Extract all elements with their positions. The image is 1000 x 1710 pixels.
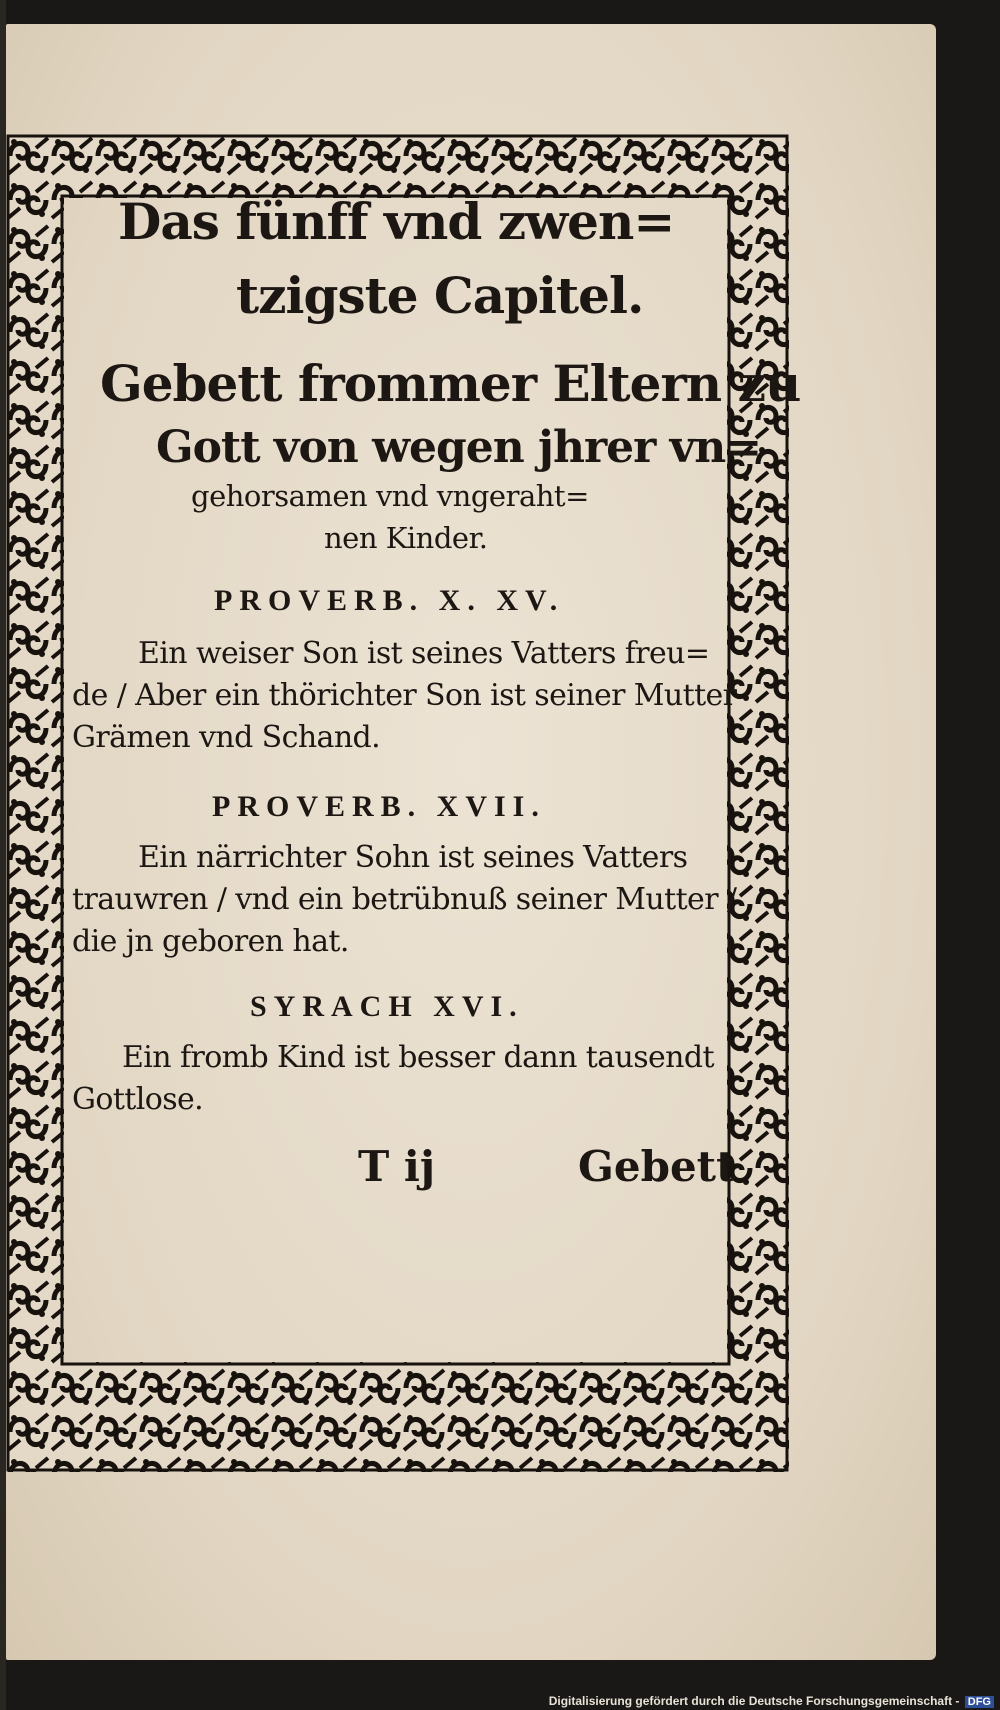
verse-line: Gottlose.: [72, 1082, 204, 1117]
verse-line: Ein fromb Kind ist besser dann tausendt: [122, 1040, 714, 1075]
dfg-logo: DFG: [965, 1696, 994, 1708]
bible-reference: PROVERB. XVII.: [212, 790, 546, 823]
prayer-title-line-3: gehorsamen vnd vngeraht=: [191, 479, 589, 513]
bible-reference: SYRACH XVI.: [250, 990, 524, 1023]
prayer-title-line-1: Gebett frommer Eltern zu: [100, 354, 801, 413]
verse-line: de / Aber ein thörichter Son ist seiner Mutter: [72, 678, 737, 713]
verse-line: die jn geboren hat.: [72, 924, 349, 959]
digitization-credit: [549, 1694, 994, 1708]
chapter-title-line-2: tzigste Capitel.: [236, 266, 644, 325]
verse-line: Ein weiser Son ist seines Vatters freu=: [138, 636, 710, 671]
catchword: Gebett: [578, 1142, 736, 1191]
verse-line: Grämen vnd Schand.: [72, 720, 381, 755]
chapter-title-line-1: Das fünff vnd zwen=: [118, 192, 675, 251]
verse-line: trauwren / vnd ein betrübnuß seiner Mutter /: [72, 882, 737, 917]
prayer-title-line-2: Gott von wegen jhrer vn=: [156, 422, 762, 473]
bible-reference: PROVERB. X. XV.: [214, 584, 565, 617]
book-page: [6, 24, 936, 1660]
credit-text: Digitalisierung gefördert durch die Deutsche Forschungsgemeinschaft -: [548, 1694, 960, 1708]
prayer-title-line-4: nen Kinder.: [324, 521, 488, 555]
verse-line: Ein närrichter Sohn ist seines Vatters: [138, 840, 688, 875]
signature-mark: T ij: [358, 1142, 436, 1191]
